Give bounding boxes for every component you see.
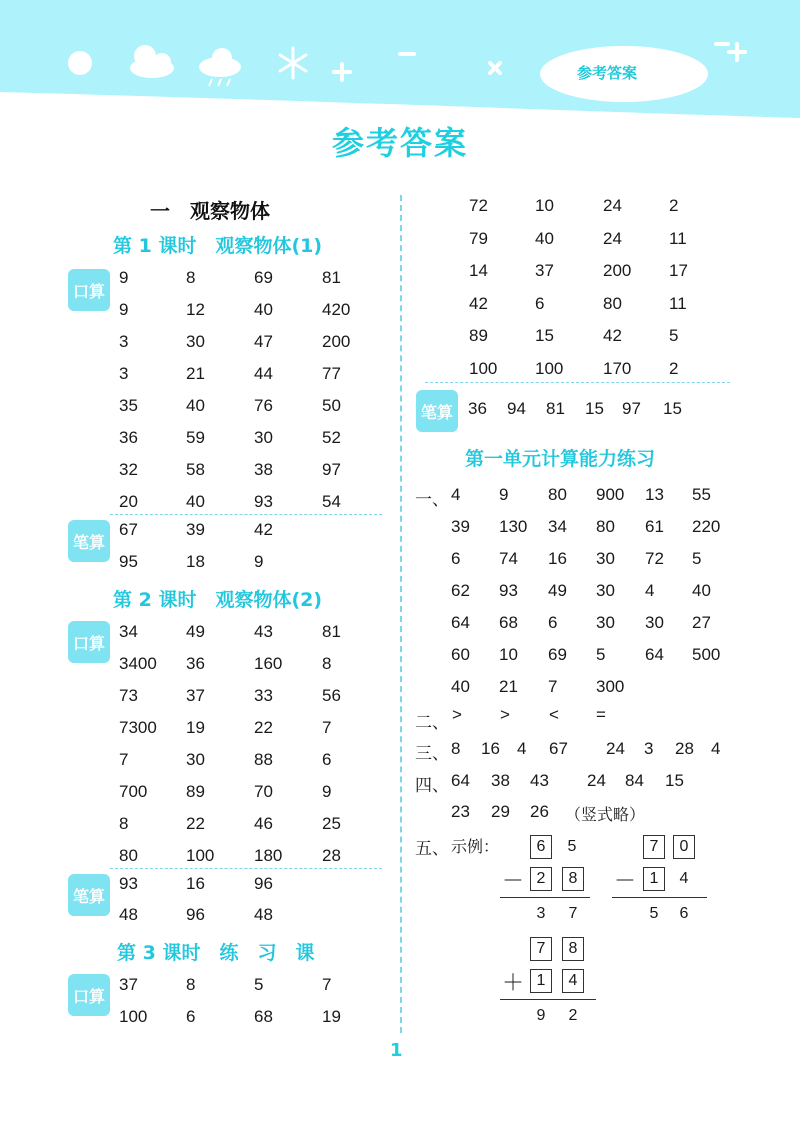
answer-value: 14 bbox=[469, 261, 488, 280]
answer-value: 15 bbox=[535, 326, 554, 345]
answer-value: 2 bbox=[669, 358, 679, 378]
oral-calc-badge: 口算 bbox=[68, 621, 110, 663]
answer-value: 28 bbox=[675, 739, 694, 758]
answer-value: 8 bbox=[186, 975, 196, 994]
answer-value: 100 bbox=[535, 358, 564, 378]
omitted-note: （竖式略） bbox=[565, 805, 646, 824]
digit: 6 bbox=[679, 905, 689, 922]
answer-value: 59 bbox=[186, 428, 205, 447]
sum-line bbox=[500, 999, 596, 1000]
digit-box: 8 bbox=[562, 937, 584, 961]
answer-value: 76 bbox=[254, 396, 273, 415]
answer-value: 81 bbox=[322, 268, 341, 287]
answer-value: 40 bbox=[254, 300, 273, 319]
answer-value: 42 bbox=[603, 326, 622, 345]
answer-value: 77 bbox=[322, 364, 341, 383]
section-separator bbox=[110, 514, 382, 515]
answer-value: 9 bbox=[322, 782, 332, 801]
answer-value: 21 bbox=[499, 677, 518, 696]
answer-value: 88 bbox=[254, 750, 273, 769]
answer-value: 17 bbox=[669, 261, 688, 280]
answer-value: 19 bbox=[322, 1007, 341, 1026]
answer-value: 3 bbox=[644, 739, 654, 758]
answer-value: 27 bbox=[692, 613, 711, 632]
answer-value: 74 bbox=[499, 549, 518, 568]
digit-box: 6 bbox=[530, 835, 552, 859]
answer-value: 93 bbox=[254, 492, 273, 511]
answer-value: 9 bbox=[119, 300, 129, 319]
answer-value: 30 bbox=[186, 750, 205, 769]
digit: 5 bbox=[567, 838, 577, 855]
answer-value: 80 bbox=[119, 846, 138, 865]
answer-value: 72 bbox=[469, 196, 488, 215]
digit: 4 bbox=[679, 870, 689, 887]
answer-value: 64 bbox=[451, 771, 470, 790]
answer-value: 4 bbox=[711, 739, 721, 758]
minus-sign: － bbox=[614, 868, 637, 893]
answer-value: 69 bbox=[254, 268, 273, 287]
answer-value: 130 bbox=[499, 517, 528, 536]
answer-value: 97 bbox=[322, 460, 341, 479]
answer-value: 60 bbox=[451, 645, 470, 664]
answer-value: 15 bbox=[665, 771, 684, 790]
chapter-title: 一 观察物体 bbox=[150, 199, 270, 223]
answer-value: 5 bbox=[669, 326, 679, 345]
sum-line bbox=[500, 897, 590, 898]
answer-value: 10 bbox=[499, 645, 518, 664]
answer-value: 30 bbox=[645, 613, 664, 632]
answer-value: 2 bbox=[669, 196, 679, 215]
answer-value: 55 bbox=[692, 485, 711, 504]
answer-value: 81 bbox=[322, 622, 341, 641]
digit: 9 bbox=[536, 1007, 546, 1024]
answer-value: 34 bbox=[119, 622, 138, 641]
answer-value: 5 bbox=[596, 645, 606, 664]
question-4-label: 四、 bbox=[415, 776, 449, 796]
written-calc-badge: 笔算 bbox=[68, 874, 110, 916]
answer-value: 8 bbox=[186, 268, 196, 287]
answer-value: 8 bbox=[451, 739, 461, 758]
written-calc-badge: 笔算 bbox=[416, 390, 458, 432]
answer-value: 6 bbox=[535, 293, 545, 313]
answer-value: 16 bbox=[481, 739, 500, 758]
answer-value: 10 bbox=[535, 196, 554, 215]
answer-value: 30 bbox=[596, 549, 615, 568]
banner-title: 参考答案 bbox=[576, 64, 637, 82]
answer-value: 100 bbox=[469, 358, 498, 378]
answer-value: 6 bbox=[548, 613, 558, 632]
answer-value: 39 bbox=[186, 520, 205, 539]
answer-value: 9 bbox=[254, 552, 264, 571]
answer-value: 36 bbox=[468, 399, 487, 418]
answer-value: 68 bbox=[499, 613, 518, 632]
answer-value: 38 bbox=[254, 460, 273, 479]
answer-value: = bbox=[596, 705, 606, 724]
answer-value: 30 bbox=[596, 581, 615, 600]
answer-value: 40 bbox=[535, 228, 554, 248]
answer-value: 37 bbox=[535, 261, 554, 280]
answer-value: 300 bbox=[596, 677, 625, 696]
answer-value: 100 bbox=[119, 1007, 148, 1026]
answer-value: 7300 bbox=[119, 718, 157, 737]
question-2-label: 二、 bbox=[415, 713, 449, 733]
answer-value: 4 bbox=[645, 581, 655, 600]
answer-value: 8 bbox=[119, 814, 129, 833]
answer-value: 4 bbox=[517, 739, 527, 758]
answer-value: 40 bbox=[186, 396, 205, 415]
answer-value: 34 bbox=[548, 517, 567, 536]
answer-value: 69 bbox=[548, 645, 567, 664]
digit-box: 1 bbox=[530, 969, 552, 993]
answer-value: 80 bbox=[548, 485, 567, 504]
answer-value: 13 bbox=[645, 485, 664, 504]
answer-value: 3 bbox=[119, 364, 129, 383]
answer-value: 84 bbox=[625, 771, 644, 790]
answer-value: 11 bbox=[669, 293, 687, 313]
digit-box: 7 bbox=[530, 937, 552, 961]
answer-value: 36 bbox=[186, 654, 205, 673]
answer-value: 96 bbox=[186, 905, 205, 924]
answer-value: 43 bbox=[530, 771, 549, 790]
answer-value: 24 bbox=[603, 228, 622, 248]
answer-value: 93 bbox=[499, 581, 518, 600]
answer-value: 81 bbox=[546, 399, 565, 418]
answer-value: 160 bbox=[254, 654, 283, 673]
answer-value: 16 bbox=[548, 549, 567, 568]
answer-value: 56 bbox=[322, 686, 341, 705]
answer-value: 20 bbox=[119, 492, 138, 511]
answer-value: 30 bbox=[186, 332, 205, 351]
answer-value: 100 bbox=[186, 846, 215, 865]
answer-value: 4 bbox=[451, 485, 461, 504]
answer-value: 93 bbox=[119, 874, 138, 893]
digit: 5 bbox=[649, 905, 659, 922]
sum-line bbox=[612, 897, 707, 898]
answer-value: 7 bbox=[322, 718, 332, 737]
answer-value: 15 bbox=[663, 399, 682, 418]
answer-value: 3 bbox=[119, 332, 129, 351]
lesson-3-title: 第 3 课时 练 习 课 bbox=[117, 942, 315, 964]
answer-value: 42 bbox=[254, 520, 273, 539]
answer-value: 40 bbox=[186, 492, 205, 511]
answer-value: 32 bbox=[119, 460, 138, 479]
answer-value: 7 bbox=[119, 750, 129, 769]
answer-value: 68 bbox=[254, 1007, 273, 1026]
answer-value: 46 bbox=[254, 814, 273, 833]
answer-value: 9 bbox=[499, 485, 509, 504]
answer-value: 24 bbox=[603, 196, 622, 215]
column-divider bbox=[400, 195, 402, 1033]
digit: 7 bbox=[568, 905, 578, 922]
answer-value: > bbox=[500, 705, 510, 724]
example-label: 示例： bbox=[451, 837, 500, 856]
answer-value: 220 bbox=[692, 517, 721, 536]
answer-value: 180 bbox=[254, 846, 283, 865]
page-title: 参考答案 bbox=[331, 124, 468, 162]
answer-value: 49 bbox=[548, 581, 567, 600]
answer-value: 61 bbox=[645, 517, 664, 536]
answer-value: 3400 bbox=[119, 654, 157, 673]
answer-value: 62 bbox=[451, 581, 470, 600]
section-separator bbox=[110, 868, 382, 869]
unit-practice-title: 第一单元计算能力练习 bbox=[465, 448, 656, 470]
answer-value: 37 bbox=[119, 975, 138, 994]
answer-value: 11 bbox=[669, 228, 687, 248]
oral-calc-badge: 口算 bbox=[68, 269, 110, 311]
answer-value: 48 bbox=[119, 905, 138, 924]
digit-box: 4 bbox=[562, 969, 584, 993]
answer-value: 25 bbox=[322, 814, 341, 833]
answer-value: 12 bbox=[186, 300, 205, 319]
answer-value: 96 bbox=[254, 874, 273, 893]
answer-value: 24 bbox=[587, 771, 606, 790]
section-separator bbox=[425, 382, 730, 383]
page-number: 1 bbox=[390, 1040, 403, 1061]
answer-value: 6 bbox=[451, 549, 461, 568]
answer-value: 35 bbox=[119, 396, 138, 415]
answer-value: > bbox=[452, 705, 462, 724]
plus-sign: ＋ bbox=[502, 970, 525, 995]
written-calc-badge: 笔算 bbox=[68, 520, 110, 562]
answer-value: 95 bbox=[119, 552, 138, 571]
answer-value: 40 bbox=[451, 677, 470, 696]
answer-value: 21 bbox=[186, 364, 205, 383]
answer-value: 79 bbox=[469, 228, 488, 248]
digit: 2 bbox=[568, 1007, 578, 1024]
answer-value: 44 bbox=[254, 364, 273, 383]
sun-icon bbox=[68, 51, 92, 75]
answer-value: 58 bbox=[186, 460, 205, 479]
answer-value: 28 bbox=[322, 846, 341, 865]
digit-box: 2 bbox=[530, 867, 552, 891]
answer-value: 22 bbox=[254, 718, 273, 737]
answer-value: 73 bbox=[119, 686, 138, 705]
answer-value: 47 bbox=[254, 332, 273, 351]
answer-value: 200 bbox=[322, 332, 351, 351]
digit-box: 1 bbox=[643, 867, 665, 891]
question-1-label: 一、 bbox=[415, 490, 449, 510]
header-banner bbox=[0, 0, 800, 125]
answer-value: 89 bbox=[186, 782, 205, 801]
answer-value: 80 bbox=[596, 517, 615, 536]
answer-value: 50 bbox=[322, 396, 341, 415]
answer-value: 36 bbox=[119, 428, 138, 447]
digit: 3 bbox=[536, 905, 546, 922]
answer-value: 29 bbox=[491, 802, 510, 821]
answer-value: 420 bbox=[322, 300, 351, 319]
answer-value: 33 bbox=[254, 686, 273, 705]
answer-value: 700 bbox=[119, 782, 148, 801]
answer-value: 19 bbox=[186, 718, 205, 737]
digit-box: 8 bbox=[562, 867, 584, 891]
answer-value: 6 bbox=[322, 750, 332, 769]
answer-value: 64 bbox=[645, 645, 664, 664]
lesson-1-title: 第 1 课时 观察物体(1) bbox=[113, 235, 323, 257]
answer-value: 7 bbox=[548, 677, 558, 696]
answer-value: 23 bbox=[451, 802, 470, 821]
answer-value: 5 bbox=[692, 549, 702, 568]
answer-value: 5 bbox=[254, 975, 264, 994]
question-3-label: 三、 bbox=[415, 744, 449, 764]
answer-value: 89 bbox=[469, 326, 488, 345]
answer-value: 67 bbox=[119, 520, 138, 539]
lesson-2-title: 第 2 课时 观察物体(2) bbox=[113, 589, 323, 611]
answer-value: 16 bbox=[186, 874, 205, 893]
answer-value: 38 bbox=[491, 771, 510, 790]
answer-value: 30 bbox=[254, 428, 273, 447]
answer-value: 900 bbox=[596, 485, 625, 504]
minus-sign: － bbox=[502, 868, 525, 893]
answer-value: 67 bbox=[549, 739, 568, 758]
answer-value: 54 bbox=[322, 492, 341, 511]
answer-value: 6 bbox=[186, 1007, 196, 1026]
answer-value: 52 bbox=[322, 428, 341, 447]
answer-value: 200 bbox=[603, 261, 632, 280]
answer-value: 48 bbox=[254, 905, 273, 924]
answer-value: 43 bbox=[254, 622, 273, 641]
answer-value: 26 bbox=[530, 802, 549, 821]
answer-value: 500 bbox=[692, 645, 721, 664]
digit-box: 0 bbox=[673, 835, 695, 859]
answer-value: 9 bbox=[119, 268, 129, 287]
answer-value: 97 bbox=[622, 399, 641, 418]
answer-value: 18 bbox=[186, 552, 205, 571]
answer-value: 49 bbox=[186, 622, 205, 641]
answer-value: 37 bbox=[186, 686, 205, 705]
answer-value: 70 bbox=[254, 782, 273, 801]
answer-value: 170 bbox=[603, 358, 632, 378]
answer-value: 22 bbox=[186, 814, 205, 833]
answer-value: 39 bbox=[451, 517, 470, 536]
answer-value: 80 bbox=[603, 293, 622, 313]
answer-value: 64 bbox=[451, 613, 470, 632]
answer-value: 7 bbox=[322, 975, 332, 994]
answer-value: 8 bbox=[322, 654, 332, 673]
answer-value: 94 bbox=[507, 399, 526, 418]
answer-value: 15 bbox=[585, 399, 604, 418]
answer-value: < bbox=[549, 705, 559, 724]
digit-box: 7 bbox=[643, 835, 665, 859]
answer-value: 24 bbox=[606, 739, 625, 758]
answer-value: 30 bbox=[596, 613, 615, 632]
answer-value: 72 bbox=[645, 549, 664, 568]
answer-value: 42 bbox=[469, 293, 488, 313]
question-5-label: 五、 bbox=[415, 839, 449, 859]
answer-value: 40 bbox=[692, 581, 711, 600]
oral-calc-badge: 口算 bbox=[68, 974, 110, 1016]
